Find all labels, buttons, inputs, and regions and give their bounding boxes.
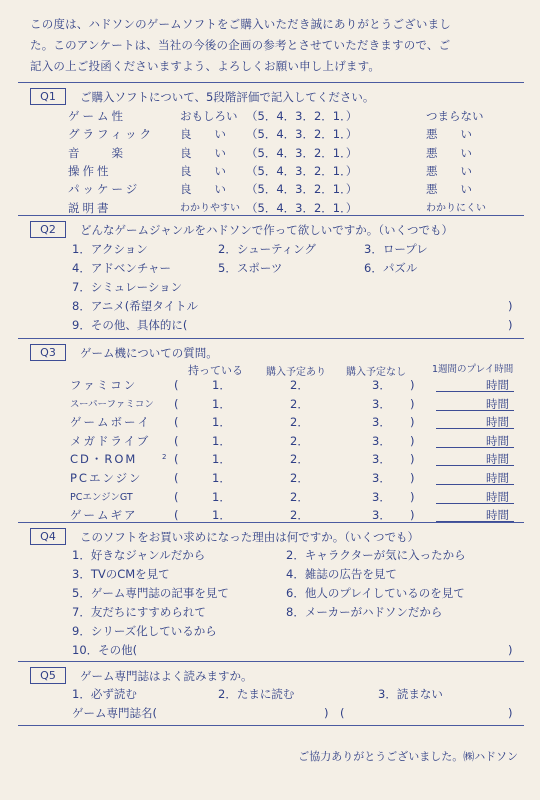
q4-option[interactable]: 9．シリーズ化しているから (72, 624, 217, 638)
q1-item-name: ゲーム性 (68, 109, 126, 123)
q3-hours-unit: 時間 (486, 396, 509, 411)
q5-question: ゲーム専門誌はよく読みますか。 (80, 669, 253, 683)
q5-option[interactable]: 2．たまに読む (218, 687, 295, 701)
q5-row (72, 704, 520, 723)
divider (18, 725, 524, 726)
q1-good-label: わかりやすい (180, 202, 240, 214)
q4-row (72, 546, 512, 565)
q2-row (72, 297, 520, 316)
q3-option-plan[interactable]: 2． (290, 396, 309, 411)
q1-row (68, 144, 508, 163)
q3-close-paren: ) (410, 471, 415, 485)
q4-option[interactable]: 7．友だちにすすめられて (72, 605, 206, 619)
q4-option[interactable]: 6．他人のプレイしているのを見て (286, 586, 465, 600)
footer-thanks: ご協力ありがとうございました。㈱ハドソン (298, 750, 518, 763)
q3-console-name: CD・ROM (70, 452, 138, 467)
q3-open-paren: ( (174, 378, 179, 392)
q3-open-paren: ( (174, 471, 179, 485)
q3-option-noplan[interactable]: 3． (372, 452, 391, 467)
q3-close-paren: ) (410, 378, 415, 392)
q3-option-own[interactable]: 1． (212, 489, 231, 504)
q2-option[interactable]: 5．スポーツ (218, 261, 283, 275)
q1-good-label: 良 い (180, 127, 226, 142)
q4-row (72, 641, 520, 660)
q5-label: Q5 (30, 667, 66, 684)
intro-line: この度は、ハドソンのゲームソフトをご購入いただき誠にありがとうございまし (30, 17, 451, 31)
divider (18, 338, 524, 339)
q1-rating-scale[interactable]: （5．4．3．2．1．） (246, 163, 358, 178)
q1-item-name: パッケージ (68, 182, 141, 197)
q3-close-paren: ) (410, 396, 415, 411)
q2-option[interactable]: 8．アニメ(希望タイトル (72, 299, 198, 313)
q1-item-name: グラフィック (68, 127, 155, 142)
q3-option-own[interactable]: 1． (212, 433, 231, 448)
q3-option-plan[interactable]: 2． (290, 433, 309, 448)
q3-label: Q3 (30, 344, 66, 361)
q2-option[interactable]: 6．パズル (364, 261, 418, 275)
q2-option[interactable]: 7．シミュレーション (72, 280, 183, 294)
q3-hours-unit: 時間 (486, 452, 509, 467)
q3-header-plan: 購入予定あり (266, 367, 326, 378)
q3-superscript: 2 (162, 453, 167, 462)
q2-option[interactable]: 2．シューティング (218, 242, 316, 256)
q3-console-name: PCエンジンGT (70, 491, 133, 503)
q3-console-name: スーパーファミコン (70, 398, 154, 410)
q2-row (72, 259, 512, 278)
q1-good-label: 良 い (180, 145, 226, 160)
q4-row (72, 584, 512, 603)
q3-row (70, 450, 518, 469)
q3-close-paren: ) (410, 415, 415, 430)
q3-option-plan[interactable]: 2． (290, 452, 309, 467)
q3-option-own[interactable]: 1． (212, 396, 231, 411)
q2-option[interactable]: 4．アドベンチャー (72, 261, 171, 275)
q2-row (72, 316, 520, 335)
q3-hours-unit: 時間 (486, 471, 509, 485)
q3-option-noplan[interactable]: 3． (372, 471, 391, 485)
q2-question: どんなゲームジャンルをハドソンで作って欲しいですか。（いくつでも） (80, 223, 453, 237)
q1-question: ご購入ソフトについて、5段階評価で記入してください。 (80, 90, 375, 104)
q3-row (70, 432, 518, 451)
q3-option-noplan[interactable]: 3． (372, 508, 391, 523)
q1-item-name: 音 楽 (68, 145, 126, 160)
q3-row (70, 395, 518, 414)
q5-magazine-label: ゲーム専門誌名( (72, 706, 157, 720)
q3-header-hours: 1週間のプレイ時間 (432, 364, 514, 375)
divider (18, 661, 524, 662)
q5-mid-paren: ) ( (324, 706, 345, 720)
q4-option[interactable]: 4．雑誌の広告を見て (286, 567, 397, 581)
divider (18, 522, 524, 523)
q3-close-paren: ) (410, 452, 415, 467)
q4-close-paren: ) (508, 643, 513, 657)
q1-row (68, 125, 508, 144)
q1-good-label: おもしろい (180, 109, 238, 123)
q3-row (70, 469, 518, 488)
q4-option[interactable]: 1．好きなジャンルだから (72, 548, 206, 562)
q3-option-own[interactable]: 1． (212, 415, 231, 430)
q3-console-name: ファミコン (70, 378, 138, 392)
q1-item-name: 説明書 (68, 200, 112, 215)
q3-console-name: ゲームギア (70, 508, 138, 523)
q1-rating-scale[interactable]: （5．4．3．2．1．） (246, 145, 358, 160)
q3-option-noplan[interactable]: 3． (372, 433, 391, 448)
q3-console-name: メガドライブ (70, 433, 151, 448)
q3-option-plan[interactable]: 2． (290, 471, 309, 485)
q3-option-own[interactable]: 1． (212, 508, 231, 523)
q3-option-plan[interactable]: 2． (290, 508, 309, 523)
q3-close-paren: ) (410, 433, 415, 448)
q1-item-name: 操作性 (68, 163, 112, 178)
q3-option-plan[interactable]: 2． (290, 415, 309, 430)
q1-label: Q1 (30, 88, 66, 105)
q4-option[interactable]: 5．ゲーム専門誌の記事を見て (72, 586, 229, 600)
q3-console-name: ゲームボーイ (70, 415, 151, 430)
q3-option-own[interactable]: 1． (212, 471, 231, 485)
q3-open-paren: ( (174, 396, 179, 411)
q3-open-paren: ( (174, 452, 179, 467)
q3-option-own[interactable]: 1． (212, 378, 231, 392)
q1-row (68, 107, 508, 126)
q4-label: Q4 (30, 528, 66, 545)
intro-line: た。このアンケートは、当社の今後の企画の参考とさせていただきますので、ご (30, 38, 451, 52)
q4-option[interactable]: 10．その他( (72, 643, 138, 657)
q1-bad-label: 悪 い (426, 127, 472, 142)
q1-bad-label: 悪 い (426, 145, 472, 160)
q1-row (68, 162, 508, 181)
q5-row (72, 685, 512, 704)
q3-row (70, 376, 518, 395)
q3-option-plan[interactable]: 2． (290, 378, 309, 392)
q2-option[interactable]: 3．ロープレ (364, 242, 428, 256)
q3-question: ゲーム機についての質問。 (80, 346, 218, 360)
q4-row (72, 565, 512, 584)
q1-bad-label: 悪 い (426, 163, 472, 178)
q1-good-label: 良 い (180, 182, 226, 197)
q4-option[interactable]: 8．メーカーがハドソンだから (286, 605, 443, 619)
q4-option[interactable]: 3．TVのCMを見て (72, 567, 170, 581)
q2-close-paren: ) (508, 318, 513, 332)
q2-option[interactable]: 1．アクション (72, 242, 148, 256)
q2-option[interactable]: 9．その他、具体的に( (72, 318, 188, 332)
q3-option-noplan[interactable]: 3． (372, 415, 391, 430)
q3-hours-unit: 時間 (486, 415, 509, 430)
q4-option[interactable]: 2．キャラクターが気に入ったから (286, 548, 466, 562)
q3-hours-unit: 時間 (486, 433, 509, 448)
q1-rating-scale[interactable]: （5．4．3．2．1．） (246, 127, 358, 142)
q3-hours-unit: 時間 (486, 508, 509, 523)
q5-option[interactable]: 1．必ず読む (72, 687, 137, 701)
divider (18, 215, 524, 216)
q3-close-paren: ) (410, 508, 415, 523)
q1-bad-label: つまらない (426, 109, 484, 123)
intro-line: 記入の上ご投函くださいますよう、よろしくお願い申し上げます。 (30, 59, 381, 73)
q3-option-noplan[interactable]: 3． (372, 396, 391, 411)
q3-open-paren: ( (174, 433, 179, 448)
q3-console-name: PCエンジン (70, 471, 143, 485)
q1-rating-scale[interactable]: （5．4．3．2．1．） (246, 109, 358, 123)
q4-question: このソフトをお買い求めになった理由は何ですか。（いくつでも） (80, 530, 420, 544)
q2-row (72, 240, 512, 259)
q1-bad-label: わかりにくい (426, 202, 486, 214)
q3-row (70, 488, 518, 507)
q3-option-noplan[interactable]: 3． (372, 378, 391, 392)
q3-header-noplan: 購入予定なし (346, 367, 406, 378)
q5-close-paren: ) (508, 706, 513, 720)
q1-rating-scale[interactable]: （5．4．3．2．1．） (246, 182, 358, 197)
q3-header-own: 持っている (188, 364, 243, 377)
q3-open-paren: ( (174, 508, 179, 523)
q3-open-paren: ( (174, 415, 179, 430)
q3-option-noplan[interactable]: 3． (372, 489, 391, 504)
divider (18, 82, 524, 83)
q2-close-paren: ) (508, 299, 513, 313)
q3-close-paren: ) (410, 489, 415, 504)
q1-bad-label: 悪 い (426, 182, 472, 197)
q4-row (72, 603, 512, 622)
q3-hours-unit: 時間 (486, 378, 509, 392)
q5-option[interactable]: 3．読まない (378, 687, 443, 701)
q3-option-plan[interactable]: 2． (290, 489, 309, 504)
q3-open-paren: ( (174, 489, 179, 504)
q3-hours-unit: 時間 (486, 489, 509, 504)
q3-row (70, 413, 518, 432)
q1-rating-scale[interactable]: （5．4．3．2．1．） (246, 200, 358, 215)
q1-good-label: 良 い (180, 163, 226, 178)
intro-text (30, 14, 522, 77)
q2-label: Q2 (30, 221, 66, 238)
q1-row (68, 180, 508, 199)
q3-option-own[interactable]: 1． (212, 452, 231, 467)
